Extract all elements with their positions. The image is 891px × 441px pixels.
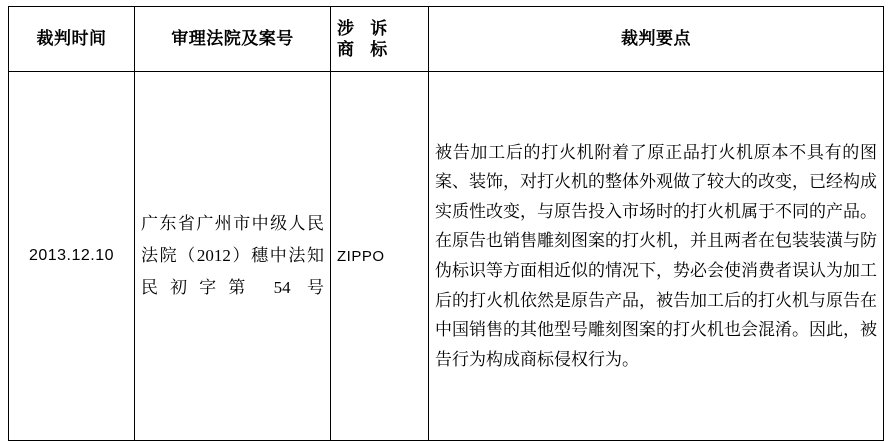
column-header-points: 裁判要点: [429, 7, 884, 72]
table-row: [9, 72, 884, 441]
column-header-court-case: 审理法院及案号: [135, 7, 331, 72]
cell-judgment-date: 2013.12.10: [9, 72, 135, 441]
case-table: [8, 6, 884, 441]
cell-trademark: ZIPPO: [331, 72, 429, 441]
cell-court-and-case-number: 广东省广州市中级人民法院（2012）穗中法知民初字第 54 号: [135, 72, 331, 441]
column-header-date: 裁判时间: [9, 7, 135, 72]
column-header-trademark: 涉 诉 商 标: [331, 7, 429, 72]
judgment-points-text: 被告加工后的打火机附着了原正品打火机原本不具有的图案、装饰，对打火机的整体外观做了较大的改变，已经构成实质性改变，与原告投入市场时的打火机属于不同的产品。在原告也销售雕刻图案的打火机，并且两者在包装装潢与防伪标识等方面相近似的情况下，势必会使消费者误认为加工后的打火机依然是原告产品，被告加工后的打火机与原告在中国销售的其他型号雕刻图案的打火机也会混淆。因此，被告行为构成商标侵权行为。: [435, 142, 877, 369]
table-header-row: [9, 7, 884, 72]
table-header: [9, 7, 884, 72]
table-body: [9, 72, 884, 441]
cell-judgment-points: [429, 72, 884, 441]
